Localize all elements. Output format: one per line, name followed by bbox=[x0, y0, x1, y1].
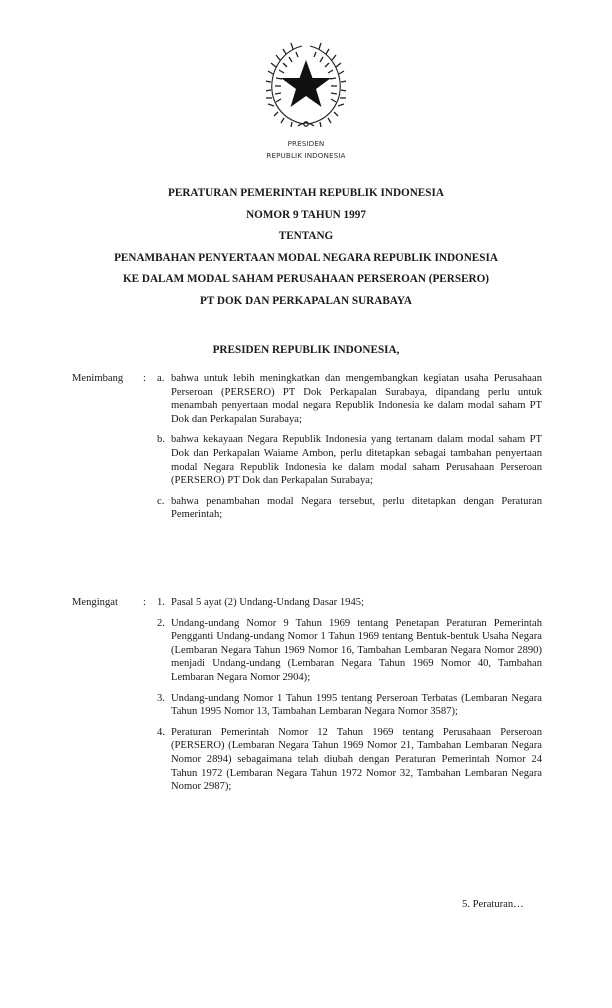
item-marker: 4. bbox=[157, 726, 165, 738]
menimbang-list bbox=[157, 372, 542, 529]
item-marker: a. bbox=[157, 373, 165, 384]
item-marker: c. bbox=[157, 495, 165, 507]
presidential-emblem-icon bbox=[266, 40, 346, 132]
item-marker: b. bbox=[157, 434, 165, 446]
item-text: Pasal 5 ayat (2) Undang-Undang Dasar 1945; bbox=[171, 597, 364, 608]
item-text: bahwa untuk lebih meningkatkan dan mengembangkan kegiatan usaha Perusahaan Perseroan (PERSERO) PT Dok Perkapalan Surabaya, dipandang perlu untuk menambah penyertaan modal negara Republik Indonesia ke dalam modal saham PT Dok dan Perkapalan Surabaya; bbox=[171, 373, 542, 425]
item-text: Peraturan Pemerintah Nomor 12 Tahun 1969 tentang Perusahaan Perseroan (PERSERO) (Lembaran Negara Tahun 1969 Nomor 21, Tambahan Lembaran Negara Nomor 2894) sebagaimana telah diubah dengan Peraturan Pemerintah Nomor 24 Tahun 1972 (Lembaran Negara Tahun 1972 Nomor 32, Tambahan Lembaran Negara Nomor 2987); bbox=[171, 726, 542, 793]
title-tentang: TENTANG bbox=[278, 230, 334, 243]
item-marker: 2. bbox=[157, 617, 165, 629]
mengingat-list bbox=[157, 596, 542, 801]
item-text: bahwa penambahan modal Negara tersebut, perlu ditetapkan dengan Peraturan Pemerintah; bbox=[171, 495, 542, 521]
emblem-caption-republik: REPUBLIK INDONESIA bbox=[266, 151, 346, 160]
item-text: Undang-undang Nomor 9 Tahun 1969 tentang Penetapan Peraturan Pemerintah Pengganti Undang-undang Nomor 1 Tahun 1969 tentang Bentuk-bentuk Usaha Negara (Lembaran Negara Tahun 1969 Nomor 16, Tambahan Lembaran Negara Nomor 2890) menjadi Undang-undang (Lembaran Negara Tahun 1969 Nomor 40, Tambahan Lembaran Negara Nomor 2904); bbox=[171, 617, 542, 683]
list-item bbox=[157, 692, 542, 719]
document-title bbox=[40, 183, 572, 313]
section-label: Menimbang bbox=[72, 373, 124, 384]
list-item bbox=[157, 726, 542, 794]
emblem-caption-presiden: PRESIDEN bbox=[287, 139, 325, 148]
list-item bbox=[157, 617, 542, 685]
section-colon: : bbox=[143, 597, 146, 608]
list-item bbox=[157, 596, 542, 610]
list-item bbox=[157, 495, 542, 522]
title-regulation-type: PERATURAN PEMERINTAH REPUBLIK INDONESIA bbox=[168, 187, 444, 199]
title-number-year: NOMOR 9 TAHUN 1997 bbox=[246, 208, 366, 221]
title-subject-line-2: KE DALAM MODAL SAHAM PERUSAHAAN PERSEROAN (PERSERO) bbox=[122, 273, 490, 286]
item-text: bahwa kekayaan Negara Republik Indonesia yang tertanam dalam modal saham PT Dok dan Perkapalan Waiame Ambon, perlu ditetapkan sebagai tambahan penyertaan modal Negara Republik Indonesia ke dalam modal saham Perusahaan Perseroan (PERSERO) PT Dok dan Perkapalan Surabaya; bbox=[171, 434, 542, 487]
preamble-heading: PRESIDEN REPUBLIK INDONESIA, bbox=[212, 344, 400, 356]
page-continuation: 5. Peraturan… bbox=[462, 899, 524, 910]
item-marker: 3. bbox=[157, 692, 165, 704]
section-label: Mengingat bbox=[72, 597, 118, 608]
title-subject-line-1: PENAMBAHAN PENYERTAAN MODAL NEGARA REPUBLIK INDONESIA bbox=[114, 251, 498, 264]
list-item bbox=[157, 433, 542, 487]
item-text: Undang-undang Nomor 1 Tahun 1995 tentang Perseroan Terbatas (Lembaran Negara Tahun 1995 Nomor 13, Tambahan Lembaran Negara Nomor 3587); bbox=[171, 692, 542, 718]
section-colon: : bbox=[143, 373, 146, 384]
title-subject-line-3: PT DOK DAN PERKAPALAN SURABAYA bbox=[200, 294, 412, 307]
item-marker: 1. bbox=[157, 597, 165, 608]
list-item bbox=[157, 372, 542, 426]
